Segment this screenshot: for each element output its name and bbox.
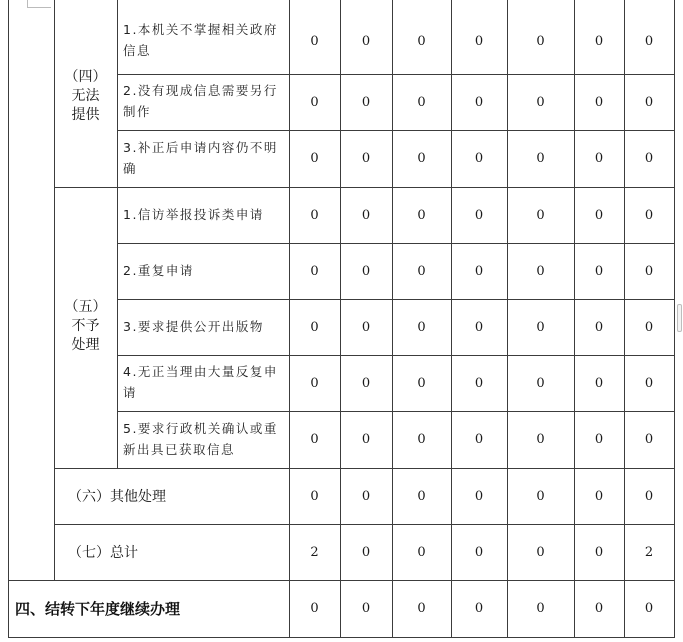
value-cell: 0 [474,432,484,447]
value-cell: 0 [594,94,604,110]
item-label: 2.重复申请 [123,263,194,278]
value-cell: 0 [474,601,484,616]
value-cell: 0 [310,33,319,49]
value-cell: 0 [310,601,319,616]
value-cell: 2 [644,544,654,560]
summary-label: （七）总计 [68,545,138,561]
grid-line [117,0,118,469]
item-label: 3.要求提供公开出版物 [123,319,264,334]
value-cell: 0 [594,151,604,166]
value-cell: 0 [361,33,371,49]
value-cell: 0 [594,319,604,335]
value-cell: 0 [417,151,426,166]
value-cell: 0 [594,488,604,504]
value-cell: 0 [417,488,426,504]
value-cell: 0 [644,432,654,447]
value-cell: 0 [594,601,604,616]
corner-mark [27,7,51,8]
value-cell: 0 [474,33,484,49]
value-cell: 0 [474,263,484,279]
value-cell: 0 [594,207,604,223]
value-cell: 0 [310,319,319,335]
value-cell: 0 [417,94,426,110]
value-cell: 0 [417,33,426,49]
value-cell: 0 [644,375,654,391]
item-label: 1.本机关不掌握相关政府信息 [123,22,278,58]
carryover-label: 四、结转下年度继续办理 [15,599,181,618]
value-cell: 0 [310,488,319,504]
value-cell: 2 [310,544,319,560]
value-cell: 0 [310,432,319,447]
value-cell: 0 [594,432,604,447]
scroll-handle[interactable] [677,304,682,332]
value-cell: 0 [361,601,371,616]
value-cell: 0 [474,151,484,166]
value-cell: 0 [361,94,371,110]
value-cell: 0 [474,319,484,335]
value-cell: 0 [417,601,426,616]
value-cell: 0 [417,207,426,223]
value-cell: 0 [417,544,426,560]
value-cell: 0 [536,601,545,616]
value-cell: 0 [474,94,484,110]
value-cell: 0 [644,263,654,279]
value-cell: 0 [536,488,545,504]
value-cell: 0 [361,263,371,279]
summary-label: （六）其他处理 [68,489,166,505]
value-cell: 0 [594,375,604,391]
value-cell: 0 [361,151,371,166]
value-cell: 0 [361,207,371,223]
value-cell: 0 [536,375,545,391]
value-cell: 0 [417,319,426,335]
value-cell: 0 [361,375,371,391]
value-cell: 0 [644,33,654,49]
value-cell: 0 [536,432,545,447]
value-cell: 0 [310,263,319,279]
value-cell: 0 [536,544,545,560]
value-cell: 0 [594,33,604,49]
value-cell: 0 [474,544,484,560]
value-cell: 0 [644,601,654,616]
value-cell: 0 [644,151,654,166]
value-cell: 0 [536,207,545,223]
value-cell: 0 [474,488,484,504]
value-cell: 0 [361,319,371,335]
value-cell: 0 [310,207,319,223]
value-cell: 0 [536,151,545,166]
value-cell: 0 [310,94,319,110]
group-label: （五） 不予 处理 [64,298,107,353]
value-cell: 0 [417,263,426,279]
value-cell: 0 [536,94,545,110]
value-cell: 0 [474,207,484,223]
value-cell: 0 [310,151,319,166]
value-cell: 0 [474,375,484,391]
item-label: 5.要求行政机关确认或重新出具已获取信息 [123,420,278,457]
item-label: 4.无正当理由大量反复申请 [123,364,278,400]
item-label: 2.没有现成信息需要另行制作 [123,83,278,119]
item-label: 1.信访举报投诉类申请 [123,207,264,222]
value-cell: 0 [361,488,371,504]
item-label: 3.补正后申请内容仍不明确 [123,139,278,176]
value-cell: 0 [536,319,545,335]
value-cell: 0 [361,544,371,560]
value-cell: 0 [417,432,426,447]
value-cell: 0 [644,207,654,223]
grid-line [8,0,9,638]
value-cell: 0 [361,432,371,447]
group-label: （四） 无法 提供 [64,68,107,123]
value-cell: 0 [310,375,319,391]
value-cell: 0 [644,319,654,335]
value-cell: 0 [594,544,604,560]
value-cell: 0 [536,33,545,49]
grid-line [674,0,675,638]
value-cell: 0 [594,263,604,279]
value-cell: 0 [536,263,545,279]
value-cell: 0 [644,488,654,504]
value-cell: 0 [644,94,654,110]
value-cell: 0 [417,375,426,391]
